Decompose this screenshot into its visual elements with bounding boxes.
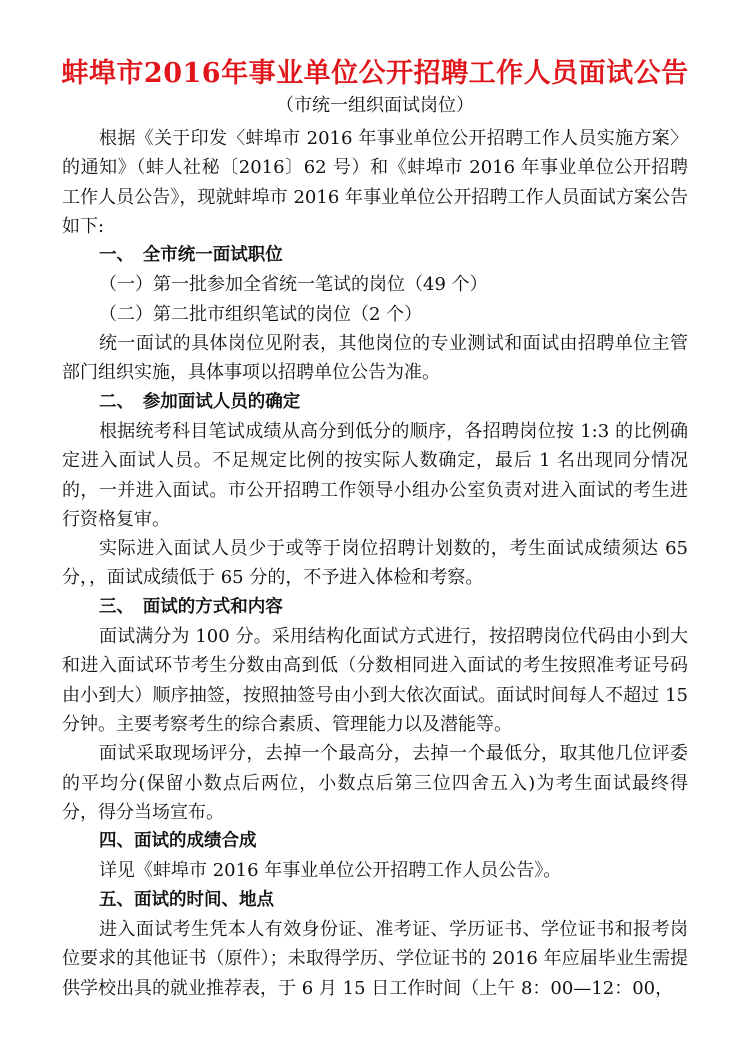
page-subtitle: （市统一组织面试岗位）: [276, 95, 474, 116]
intro-paragraph: 根据《关于印发〈蚌埠市 2016 年事业单位公开招聘工作人员实施方案〉的通知》（蚌人社秘〔2016〕62 号）和《蚌埠市 2016 年事业单位公开招聘工作人员公告》，现就蚌埠市 2016 年事业单位公开招聘工作人员面试方案公告如下:: [62, 128, 688, 237]
subsection-1: （一）第一批参加全省统一笔试的岗位（49 个）: [99, 274, 488, 296]
paragraph-positions: 统一面试的具体岗位见附表，其他岗位的专业测试和面试由招聘单位主管部门组织实施，具体事项以招聘单位公告为准。: [62, 333, 688, 384]
section-heading-2: 二、 参加面试人员的确定: [99, 391, 301, 412]
section-heading-3: 三、 面试的方式和内容: [99, 596, 283, 617]
paragraph-selection: 根据统考科目笔试成绩从高分到低分的顺序，各招聘岗位按 1:3 的比例确定进入面试人员。不足规定比例的按实际人数确定，最后 1 名出现同分情况的，一并进入面试。市公开招聘工作领导小组办公室负责对进入面试的考生进行资格复审。: [62, 420, 688, 530]
page-title: 蚌埠市2016年事业单位公开招聘工作人员面试公告: [61, 58, 689, 89]
document-body: [62, 124, 688, 1003]
section-heading-1: 一、 全市统一面试职位: [99, 245, 283, 266]
section-heading-5: 五、面试的时间、地点: [99, 889, 274, 910]
paragraph-min-score: 实际进入面试人员少于或等于岗位招聘计划数的，考生面试成绩须达 65 分，，面试成绩低于 65 分的，不予进入体检和考察。: [62, 538, 688, 589]
section-heading-4: 四、面试的成绩合成: [99, 831, 257, 852]
subsection-2: （二）第二批市组织笔试的岗位（2 个）: [99, 303, 423, 325]
paragraph-method: 面试满分为 100 分。采用结构化面试方式进行，按招聘岗位代码由小到大和进入面试环节考生分数由高到低（分数相同进入面试的考生按照准考证号码由小到大）顺序抽签，按照抽签号由小到大依次面试。面试时间每人不超过 15 分钟。主要考察考生的综合素质、管理能力以及潜能等。: [62, 626, 688, 735]
paragraph-scoring: 面试采取现场评分，去掉一个最高分，去掉一个最低分，取其他几位评委的平均分(保留小数点后两位，小数点后第三位四舍五入)为考生面试最终得分，得分当场宣布。: [62, 743, 688, 823]
paragraph-time-place: 进入面试考生凭本人有效身份证、准考证、学历证书、学位证书和报考岗位要求的其他证书（原件）；未取得学历、学位证书的 2016 年应届毕业生需提供学校出具的就业推荐表，于 6 月 15 日工作时间（上午 8：00—12：00，: [62, 919, 688, 999]
paragraph-score-composition: 详见《蚌埠市 2016 年事业单位公开招聘工作人员公告》。: [99, 860, 562, 882]
